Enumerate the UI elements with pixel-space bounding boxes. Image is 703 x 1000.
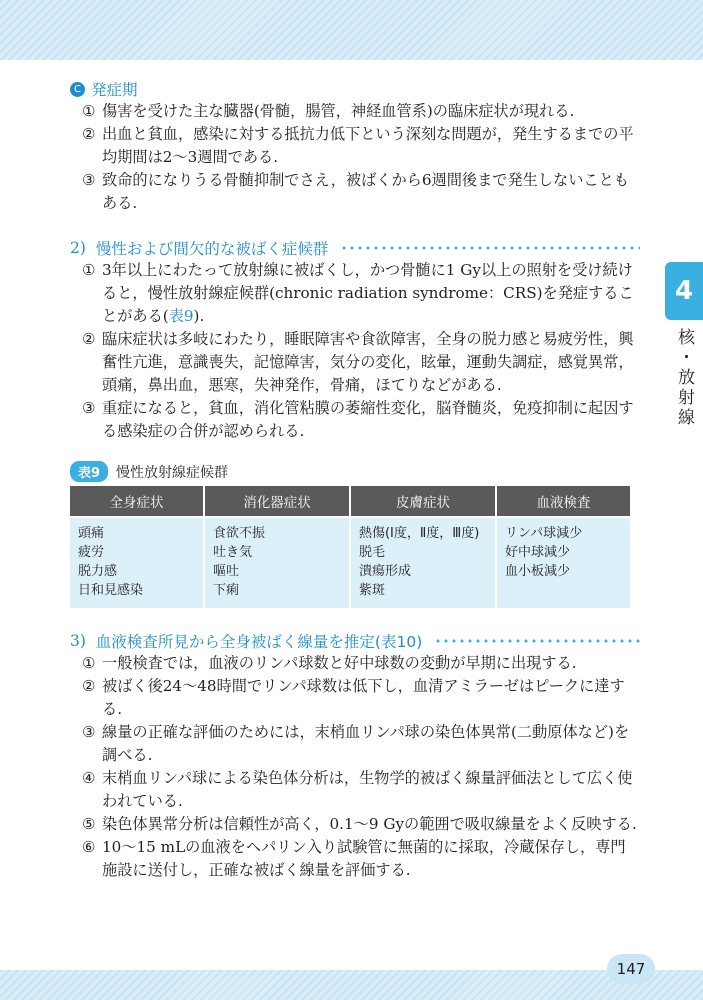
list-item <box>82 100 640 123</box>
section-heading-onset <box>70 78 640 100</box>
item-text: 傷害を受けた主な臓器(骨髄，腸管，神経血管系)の臨床症状が現れる. <box>102 102 575 120</box>
item-text: 末梢血リンパ球による染色体分析は，生物学的被ばく線量評価法として広く使われている. <box>102 769 633 810</box>
table-cell <box>497 516 630 608</box>
list-item <box>82 169 640 215</box>
list-item <box>82 259 640 328</box>
cell-line: 好中球減少 <box>505 545 571 560</box>
table-title-text: 慢性放射線症候群 <box>116 464 229 481</box>
bottom-decorative-band <box>0 970 703 1000</box>
cell-line: 吐き気 <box>212 545 252 560</box>
table-title <box>70 461 640 482</box>
cell-line: 頭痛 <box>78 526 105 541</box>
table-cell <box>205 516 349 608</box>
list-item <box>82 675 640 721</box>
table-header-cell: 消化器症状 <box>205 486 349 516</box>
item-mark: ② <box>82 677 96 695</box>
cell-line: 潰瘍形成 <box>358 564 411 579</box>
list-item <box>82 721 640 767</box>
table-cell <box>70 516 203 608</box>
page-number: 147 <box>607 954 655 984</box>
section-heading-text: 発症期 <box>91 81 138 99</box>
section-heading-blood <box>70 630 640 652</box>
item-text: 臨床症状は多岐にわたり，睡眠障害や食欲障害，全身の脱力感と易疲労性，興奮性亢進，意識喪失，記憶障害，気分の変化，眩暈，運動失調症，感覚異常，頭痛，鼻出血，悪寒，失神発作，骨痛，ほてりなどがある. <box>102 330 634 394</box>
item-text: 一般検査では，血液のリンパ球数と好中球数の変動が早期に出現する. <box>102 654 577 672</box>
list-item <box>82 652 640 675</box>
chapter-tab[interactable]: 4 <box>665 262 703 320</box>
item-mark: ② <box>82 330 96 348</box>
onset-list <box>70 100 640 215</box>
table-row <box>70 516 630 608</box>
item-text: 致命的になりうる骨髄抑制でさえ，被ばくから6週間後まで発生しないこともある. <box>102 171 629 212</box>
cell-line: 紫斑 <box>358 583 385 598</box>
item-mark: ① <box>82 261 96 279</box>
item-text: 線量の正確な評価のためには，末梢血リンパ球の染色体異常(二動原体など)を調べる. <box>102 723 630 764</box>
cell-line: 脱力感 <box>78 564 118 579</box>
item-mark: ③ <box>82 723 96 741</box>
chronic-list <box>70 259 640 443</box>
item-text-after: ). <box>193 307 205 325</box>
table-header-cell: 全身症状 <box>70 486 203 516</box>
list-item <box>82 328 640 397</box>
table-ref-link[interactable]: 表9 <box>168 307 194 325</box>
section-heading-text: 血液検査所見から全身被ばく線量を推定(表10) <box>95 633 423 651</box>
item-text: 染色体異常分析は信頼性が高く，0.1〜9 Gyの範囲で吸収線量をよく反映する. <box>102 815 637 833</box>
symptom-table <box>68 486 632 608</box>
item-text: 10〜15 mLの血液をヘパリン入り試験管に無菌的に採取，冷蔵保存し，専門施設に送付し，正確な被ばく線量を評価する. <box>102 838 626 879</box>
table-header-cell: 血液検査 <box>497 486 630 516</box>
cell-line: 嘔吐 <box>212 564 239 579</box>
item-text: 重症になると，貧血，消化管粘膜の萎縮性変化，脳脊髄炎，免疫抑制に起因する感染症の合併が認められる. <box>102 399 634 440</box>
cell-line: 熱傷(Ⅰ度，Ⅱ度，Ⅲ度) <box>358 526 480 541</box>
cell-line: 血小板減少 <box>505 564 571 579</box>
item-text: 3年以上にわたって放射線に被ばくし，かつ骨髄に1 Gy以上の照射を受け続けると，慢性放射線症候群(chronic radiation syndrome：CRS)を発症することがある( <box>102 261 634 325</box>
list-item <box>82 123 640 169</box>
section-heading-text: 慢性および間欠的な被ばく症候群 <box>95 240 329 258</box>
item-mark: ④ <box>82 769 96 787</box>
dotted-rule <box>340 246 640 250</box>
chapter-label: 核・放射線 <box>674 328 694 428</box>
cell-line: 脱毛 <box>358 545 385 560</box>
top-decorative-band <box>0 0 703 60</box>
section-number: 2) <box>70 239 86 257</box>
item-text: 出血と貧血，感染に対する抵抗力低下という深刻な問題が，発生するまでの平均期間は2〜3週間である. <box>102 125 634 166</box>
table-header-cell: 皮膚症状 <box>351 486 495 516</box>
item-mark: ③ <box>82 171 96 189</box>
item-mark: ⑤ <box>82 815 96 833</box>
section-heading-chronic <box>70 237 640 259</box>
cell-line: 日和見感染 <box>78 583 144 598</box>
page-content <box>70 78 640 882</box>
circle-c-icon: C <box>70 82 85 97</box>
list-item <box>82 397 640 443</box>
item-mark: ① <box>82 654 96 672</box>
cell-line: リンパ球減少 <box>505 526 583 541</box>
table-badge: 表9 <box>70 461 108 482</box>
item-mark: ① <box>82 102 96 120</box>
section-number: 3) <box>70 632 86 650</box>
table-header-row <box>70 486 630 516</box>
item-mark: ③ <box>82 399 96 417</box>
item-text: 被ばく後24〜48時間でリンパ球数は低下し，血清アミラーゼはピークに達する. <box>102 677 625 718</box>
list-item <box>82 836 640 882</box>
list-item <box>82 813 640 836</box>
cell-line: 疲労 <box>78 545 105 560</box>
list-item <box>82 767 640 813</box>
item-mark: ② <box>82 125 96 143</box>
blood-list <box>70 652 640 882</box>
item-mark: ⑥ <box>82 838 96 856</box>
table-cell <box>351 516 495 608</box>
dotted-rule <box>434 639 640 643</box>
cell-line: 下痢 <box>212 583 239 598</box>
cell-line: 食欲不振 <box>212 526 265 541</box>
